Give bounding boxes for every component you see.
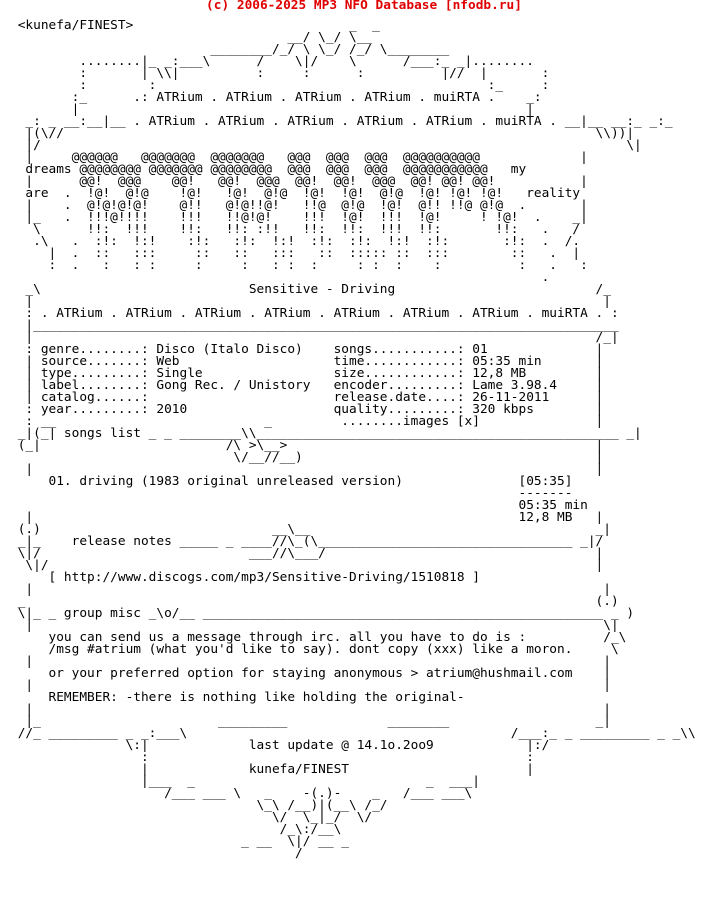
nfo-line: |(\// \\))| bbox=[10, 126, 635, 141]
nfo-line: 05:35 min bbox=[10, 498, 588, 513]
nfo-line: .\ . :!: !:! :!: :!: !:! :!: :!: !:! :!: :!: . /. bbox=[10, 234, 581, 249]
nfo-line: | kunefa/FINEST | bbox=[10, 762, 534, 777]
nfo-line: | 12,8 MB | bbox=[10, 510, 604, 525]
nfo-line: ________/_/ \ \_/ /_/ \________ bbox=[10, 42, 450, 57]
nfo-line: ------- bbox=[10, 486, 573, 501]
nfo-line: | source.......: Web time............: 05:35 min | bbox=[10, 354, 604, 369]
nfo-line: |/ \| bbox=[10, 138, 642, 153]
nfo-line: :_ .: ATRium . ATRium . ATRium . ATRium . muiRTA . _: bbox=[10, 90, 542, 105]
nfo-line: | | bbox=[10, 462, 604, 477]
nfo-line: /___ ___ \ _ -(.)- _ /___ ___\ bbox=[10, 786, 473, 801]
nfo-line: | @@@@@@ @@@@@@@ @@@@@@@ @@@ @@@ @@@ @@@@@@@@@@ | bbox=[10, 150, 588, 165]
nfo-line: (.) __\__ _| bbox=[10, 522, 611, 537]
nfo-line: | @@! @@@ @@! @@! @@@ @@! @@! @@@ @@! @@! @@! | bbox=[10, 174, 588, 189]
nfo-line: \:| last update @ 14.1o.2oo9 |:/ bbox=[10, 738, 550, 753]
nfo-line: | . @!@!@!@! @!! @!@!!@! !!@ @!@ !@! @!! !!@ @!@ . | bbox=[10, 198, 588, 213]
site-banner[interactable]: (c) 2006-2025 MP3 NFO Database [nfodb.ru] bbox=[206, 0, 522, 13]
nfo-line: _|_ release notes _____ _ ____//\_(\_________________________________ _|/ bbox=[10, 534, 604, 549]
nfo-line: you can send us a message through irc. all you have to do is : /_\ bbox=[10, 630, 627, 645]
nfo-line: \/__//__) | bbox=[10, 450, 604, 465]
nfo-line: : : bbox=[10, 750, 534, 765]
nfo-line: : | \\| : : : |// | : bbox=[10, 66, 550, 81]
nfo-line: dreams @@@@@@@@ @@@@@@@ @@@@@@@@ @@@ @@@ @@@ @@@@@@@@@@@ my bbox=[10, 162, 527, 177]
nfo-line: | | bbox=[10, 582, 611, 597]
nfo-text bbox=[10, 20, 696, 860]
nfo-line: \|/ | bbox=[10, 558, 604, 573]
nfo-line: | | bbox=[10, 654, 611, 669]
nfo-line: | /_| bbox=[10, 330, 619, 345]
nfo-line: | | bbox=[10, 294, 611, 309]
nfo-line: | | bbox=[10, 702, 611, 717]
nfo-line: _|(_| songs list _ _ ________\\_______________________________________________ _| bbox=[10, 426, 642, 441]
nfo-line: | | bbox=[10, 678, 611, 693]
nfo-line: /msg #atrium (what you'd like to say). dont copy (xxx) like a moron. \ bbox=[10, 642, 619, 657]
nfo-line: | . :: ::: :: :: ::: :: ::::: :: ::: :: . | bbox=[10, 246, 581, 261]
nfo-line: : : :_ : bbox=[10, 78, 550, 93]
nfo-line: are . !@! @!@ !@! !@! @!@ !@! !@! @!@ !@! !@! !@! reality bbox=[10, 186, 581, 201]
nfo-line: or your preferred option for staying anonymous > atrium@hushmail.com | bbox=[10, 666, 611, 681]
nfo-line: \ !!: !!! !!: !!: :!! !!: !!: !!! !!: !!: . / bbox=[10, 222, 581, 237]
nfo-line: \/ \_|_/ \/ bbox=[10, 810, 373, 825]
nfo-line: / bbox=[10, 846, 303, 861]
nfo-line: |_ . !!!@!!!! !!! !!@!@! !!! !@! !!! !@! ! !@! . _| bbox=[10, 210, 588, 225]
nfo-line: | type.........: Single size............: 12,8 MB | bbox=[10, 366, 604, 381]
nfo-line: _ (.) bbox=[10, 594, 619, 609]
nfo-line: |___ _ _ ___| bbox=[10, 774, 480, 789]
nfo-line: : . : : : : : : : : : : : : : . : bbox=[10, 258, 588, 273]
nfo-line: <kunefa/FINEST> _ _ bbox=[10, 18, 380, 33]
nfo-line: ........|_ _:___\ / \|/ \ /___:_ _|........ bbox=[10, 54, 534, 69]
nfo-line: | | bbox=[10, 102, 534, 117]
nfo-line: __/ \_/ \__ bbox=[10, 30, 373, 45]
nfo-line: : genre........: Disco (Italo Disco) songs...........: 01 | bbox=[10, 342, 604, 357]
nfo-line: |_ _________ ________ _| bbox=[10, 714, 611, 729]
nfo-line: | \| bbox=[10, 618, 619, 633]
nfo-line: (_| /\ >\__> | bbox=[10, 438, 604, 453]
nfo-line: : . ATRium . ATRium . ATRium . ATRium . ATRium . ATRium . ATRium . muiRTA . : bbox=[10, 306, 619, 321]
nfo-line: _: _ __:__|__ . ATRium . ATRium . ATRium . ATRium . ATRium . muiRTA . __|__ __:_ _:_ bbox=[10, 114, 673, 129]
nfo-line: . bbox=[10, 270, 550, 285]
nfo-line: //_ _________ _ _:___\ /___:_ _ _________ _ _\\ bbox=[10, 726, 696, 741]
nfo-line: _\ Sensitive - Driving /_ bbox=[10, 282, 611, 297]
nfo-line: REMEMBER: -there is nothing like holding the original- bbox=[10, 690, 465, 705]
nfo-line: |____________________________________________________________________________ bbox=[10, 318, 619, 333]
nfo-line: \_\ /__)|(__\ /_/ bbox=[10, 798, 388, 813]
nfo-line: \|/ ___//\___/ | bbox=[10, 546, 604, 561]
nfo-line: \|_ _ group misc _\o/__ ____________________________________________________ _ ) bbox=[10, 606, 635, 621]
nfo-line: : __ _ ........images [x] | bbox=[10, 414, 604, 429]
nfo-line: | catalog......: release.date....: 26-11-2011 | bbox=[10, 390, 604, 405]
nfo-line: /_\:/__\ bbox=[10, 822, 342, 837]
nfo-line: | label........: Gong Rec. / Unistory encoder.........: Lame 3.98.4 | bbox=[10, 378, 604, 393]
nfo-line: 01. driving (1983 original unreleased version) [05:35] bbox=[10, 474, 573, 489]
nfo-line: _ __ \|/ __ _ bbox=[10, 834, 349, 849]
nfo-line: : year.........: 2010 quality.........: 320 kbps | bbox=[10, 402, 604, 417]
nfo-line: [ http://www.discogs.com/mp3/Sensitive-Driving/1510818 ] bbox=[10, 570, 480, 585]
